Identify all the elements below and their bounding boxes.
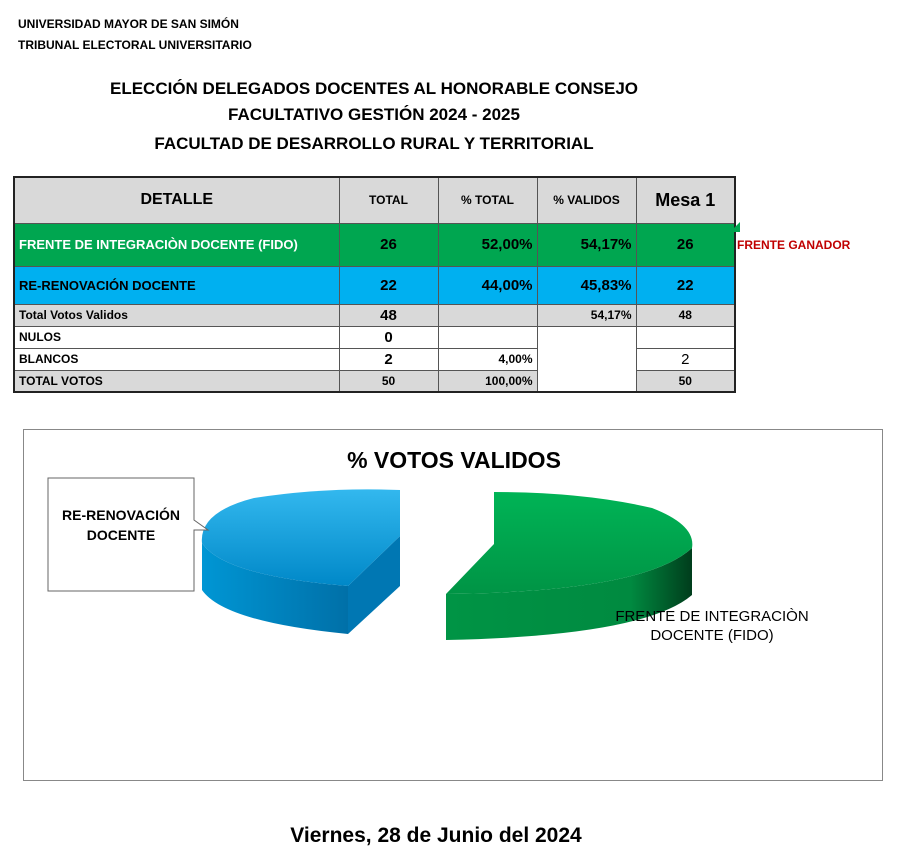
blancos-mesa1: 2 <box>636 348 735 370</box>
callout-renovacion-line1: RE-RENOVACIÓN <box>62 507 180 523</box>
col-pct-validos: % VALIDOS <box>537 177 636 223</box>
table-header-row <box>14 177 735 223</box>
winner-label: FRENTE GANADOR <box>737 238 851 252</box>
title-line-1: ELECCIÓN DELEGADOS DOCENTES AL HONORABLE CONSEJO <box>110 79 638 98</box>
callout-renovacion <box>48 478 208 591</box>
total-votos-mesa1: 50 <box>636 370 735 392</box>
pct-validos-empty-block <box>537 326 636 392</box>
pie-chart-svg <box>24 430 882 780</box>
renovacion-pct-validos: 45,83% <box>537 266 636 304</box>
validos-pct-validos: 54,17% <box>537 304 636 326</box>
nulos-pct-total-empty <box>438 326 537 348</box>
footer-date: Viernes, 28 de Junio del 2024 <box>290 824 582 847</box>
fido-name: FRENTE DE INTEGRACIÒN DOCENTE (FIDO) <box>14 223 339 266</box>
renovacion-mesa1: 22 <box>636 266 735 304</box>
renovacion-total: 22 <box>339 266 438 304</box>
col-total: TOTAL <box>339 177 438 223</box>
university-name: UNIVERSIDAD MAYOR DE SAN SIMÓN <box>18 17 239 31</box>
table-row-nulos <box>14 326 735 348</box>
title-line-2: FACULTATIVO GESTIÓN 2024 - 2025 <box>228 105 520 124</box>
tribunal-name: TRIBUNAL ELECTORAL UNIVERSITARIO <box>18 38 252 52</box>
validos-mesa1: 48 <box>636 304 735 326</box>
fido-pct-validos: 54,17% <box>537 223 636 266</box>
validos-name: Total Votos Validos <box>14 304 339 326</box>
nulos-name: NULOS <box>14 326 339 348</box>
renovacion-pct-total: 44,00% <box>438 266 537 304</box>
table-row-validos <box>14 304 735 326</box>
slice-label-fido-line1: FRENTE DE INTEGRACIÒN <box>615 608 809 625</box>
comment-marker-icon <box>728 220 742 234</box>
renovacion-name: RE-RENOVACIÓN DOCENTE <box>14 266 339 304</box>
callout-renovacion-line2: DOCENTE <box>86 527 156 543</box>
col-mesa1: Mesa 1 <box>636 177 735 223</box>
blancos-name: BLANCOS <box>14 348 339 370</box>
fido-total: 26 <box>339 223 438 266</box>
blancos-total: 2 <box>339 348 438 370</box>
slice-label-fido-line2: DOCENTE (FIDO) <box>650 627 774 644</box>
total-votos-pct-total: 100,00% <box>438 370 537 392</box>
total-votos-name: TOTAL VOTOS <box>14 370 339 392</box>
results-table <box>13 176 736 393</box>
pie-chart-area <box>23 429 883 781</box>
fido-mesa1: 26 <box>636 223 735 266</box>
chart-title: % VOTOS VALIDOS <box>347 447 561 473</box>
table-row-fido <box>14 223 735 266</box>
nulos-mesa1-empty <box>636 326 735 348</box>
col-pct-total: % TOTAL <box>438 177 537 223</box>
blancos-pct-total: 4,00% <box>438 348 537 370</box>
title-line-3: FACULTAD DE DESARROLLO RURAL Y TERRITORIAL <box>154 134 594 153</box>
nulos-total: 0 <box>339 326 438 348</box>
col-detalle: DETALLE <box>14 177 339 223</box>
table-row-renovacion <box>14 266 735 304</box>
validos-total: 48 <box>339 304 438 326</box>
total-votos-total: 50 <box>339 370 438 392</box>
pie-slice-renovacion <box>202 489 400 634</box>
validos-pct-total-empty <box>438 304 537 326</box>
fido-pct-total: 52,00% <box>438 223 537 266</box>
